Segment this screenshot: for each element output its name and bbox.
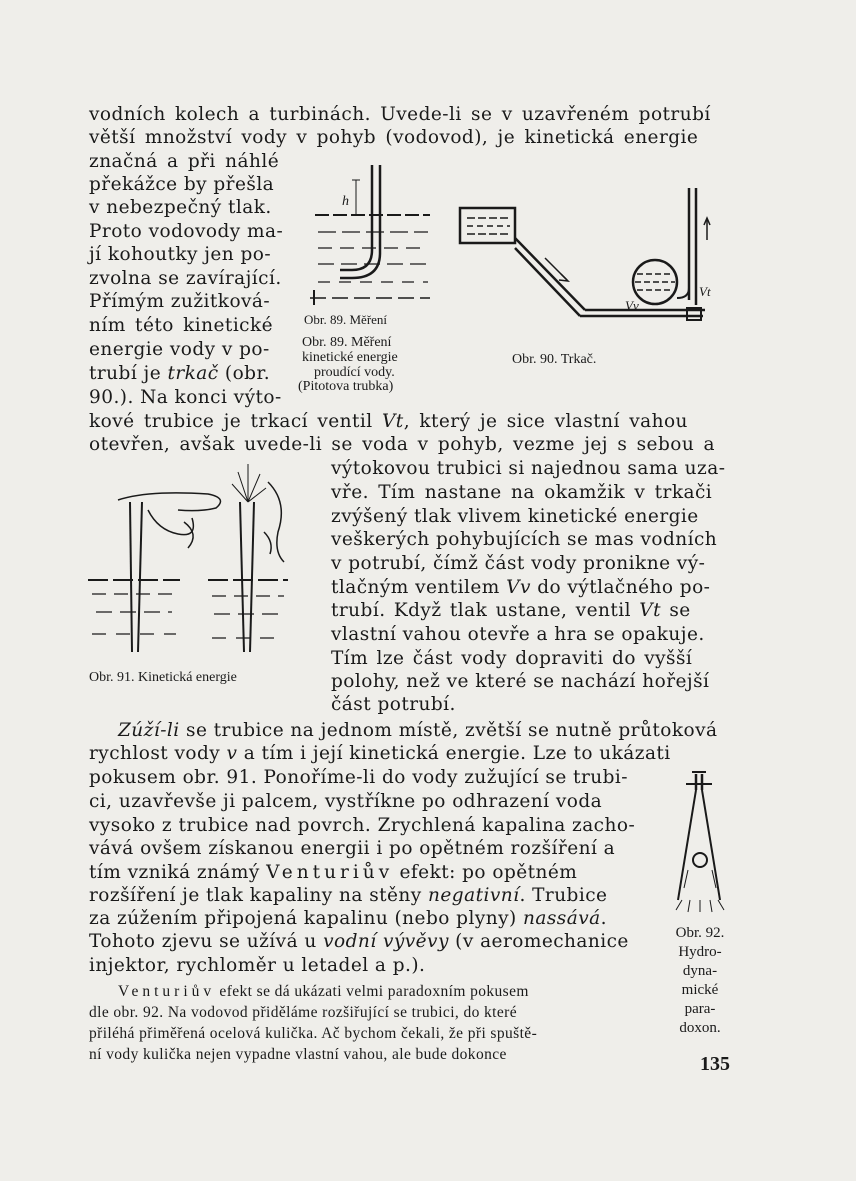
caption-fig91: Obr. 91. Kinetická energie [89,670,237,685]
text-line: větší množství vody v pohyb (vodovod), je kinetická energie [89,127,699,148]
term-zuzi-li: Zúží-li [118,720,180,741]
page-number: 135 [700,1053,730,1075]
text-line: v potrubí, čímž část vody pronikne vý- [331,553,706,574]
term-venturiuv-small: Venturiův [118,983,216,1000]
term-v: v [226,743,238,764]
text-line: za zúžením připojená kapalinu (nebo plyny) nassává. [89,908,607,929]
term-vt: Vt [381,411,404,432]
text-line: vává ovšem získanou energii i po opětném rozšíření a [89,838,616,859]
text-line: vlastní vahou otevře a hra se opakuje. [331,624,705,645]
text-line: Tím lze část vody dopraviti do vyšší [331,648,693,669]
figure-90-hydraulic-ram [455,170,715,330]
term-vt-2: Vt [639,600,661,621]
term-trkac: trkač [167,363,219,384]
text-line: energie vody v po- [89,339,270,360]
small-text-line: ní vody kulička nejen vypadne vlastní vahou, ale bude dokonce [89,1046,507,1063]
text-line: tlačným ventilem Vv do výtlačného po- [331,577,711,598]
text-line: trubí je trkač (obr. [89,363,271,384]
caption-fig92-line: Obr. 92. [675,925,725,941]
text-line: trubí. Když tlak ustane, ventil Vt se [331,600,691,621]
text-line: ním této kinetické [89,315,274,336]
text-line: překážce by přešla [89,174,275,195]
text-line: Zúží-li se trubice na jednom místě, zvětší se nutně průtoková [118,720,718,741]
text-line: kové trubice je trkací ventil Vt, který je sice vlastní vahou [89,411,688,432]
label-vt: Vt [699,284,711,299]
text-line: v nebezpečný tlak. [89,197,272,218]
text-line: jí kohoutky jen po- [89,244,272,265]
small-text-line: Venturiův efekt se dá ukázati velmi paradoxním pokusem [118,983,529,1000]
text-line: vodních kolech a turbinách. Uvede-li se v uzavřeném potrubí [89,104,711,125]
caption-fig92-line: dyna- [682,963,718,979]
caption-fig89-line: (Pitotova trubka) [298,379,394,394]
text-line: tím vzniká známý Venturiův efekt: po opětném [89,862,578,883]
text-line: výtokovou trubici si najednou sama uza- [331,458,726,479]
text-line: značná a při náhlé [89,151,280,172]
caption-fig92-line: Hydro- [678,944,722,960]
caption-fig89-line: proudící vody. [314,365,395,380]
figure-91-kinetic-energy [88,462,320,662]
caption-fig90: Obr. 90. Trkač. [512,352,597,367]
figure-89-pitot-tube [300,160,435,328]
caption-fig92-line: mické [681,982,719,998]
caption-fig89-line: kinetické energie [302,350,398,365]
text-line: zvýšený tlak vlivem kinetické energie [331,506,699,527]
text-line: rozšíření je tlak kapaliny na stěny negativní. Trubice [89,885,608,906]
term-nassava: nassává [522,908,601,929]
text-line: vře. Tím nastane na okamžik v trkači [331,482,713,503]
label-h: h [342,194,349,209]
term-vv: Vv [506,577,531,598]
text-line: zvolna se zavírající. [89,268,282,289]
small-text-line: přiléhá přiměřená ocelová kulička. Ač bychom čekali, že při spuště- [89,1025,538,1042]
label-vv: Vv [625,298,639,313]
term-venturiuv: Venturiův [266,862,394,883]
text-line: Tohoto zjevu se užívá u vodní vývěvy (v aeromechanice [89,931,629,952]
caption-fig89-line: Obr. 89. Měření [302,335,392,350]
text-line: veškerých pohybujících se mas vodních [331,529,718,550]
text-line: 90.). Na konci výto- [89,387,282,408]
text-line: část potrubí. [331,694,456,715]
svg-text:Obr. 89. Měření: Obr. 89. Měření [304,312,388,327]
text-line: injektor, rychloměr u letadel a p.). [89,955,426,976]
text-line: rychlost vody v a tím i její kinetická energie. Lze to ukázati [89,743,671,764]
text-line: otevřen, avšak uvede-li se voda v pohyb, vezme jej s sebou a [89,434,715,455]
term-vodni-vyvevy: vodní vývěvy [323,931,449,952]
text-line: polohy, než ve které se nachází hořejší [331,671,710,692]
text-line: vysoko z trubice nad povrch. Zrychlená kapalina zacho- [89,815,636,836]
caption-fig92-line: para- [684,1001,716,1017]
text-line: Přímým zužitková- [89,291,271,312]
text-line: Proto vodovody ma- [89,221,284,242]
figure-92-hydrodynamic-paradox [670,770,730,915]
caption-fig92-line: doxon. [679,1020,721,1036]
text-line: pokusem obr. 91. Ponoříme-li do vody zužující se trubi- [89,767,628,788]
small-text-line: dle obr. 92. Na vodovod přiděláme rozšiřující se trubici, do které [89,1004,517,1021]
text-line: ci, uzavřevše ji palcem, vystříkne po odhrazení voda [89,791,603,812]
term-negativni: negativní [428,885,520,906]
